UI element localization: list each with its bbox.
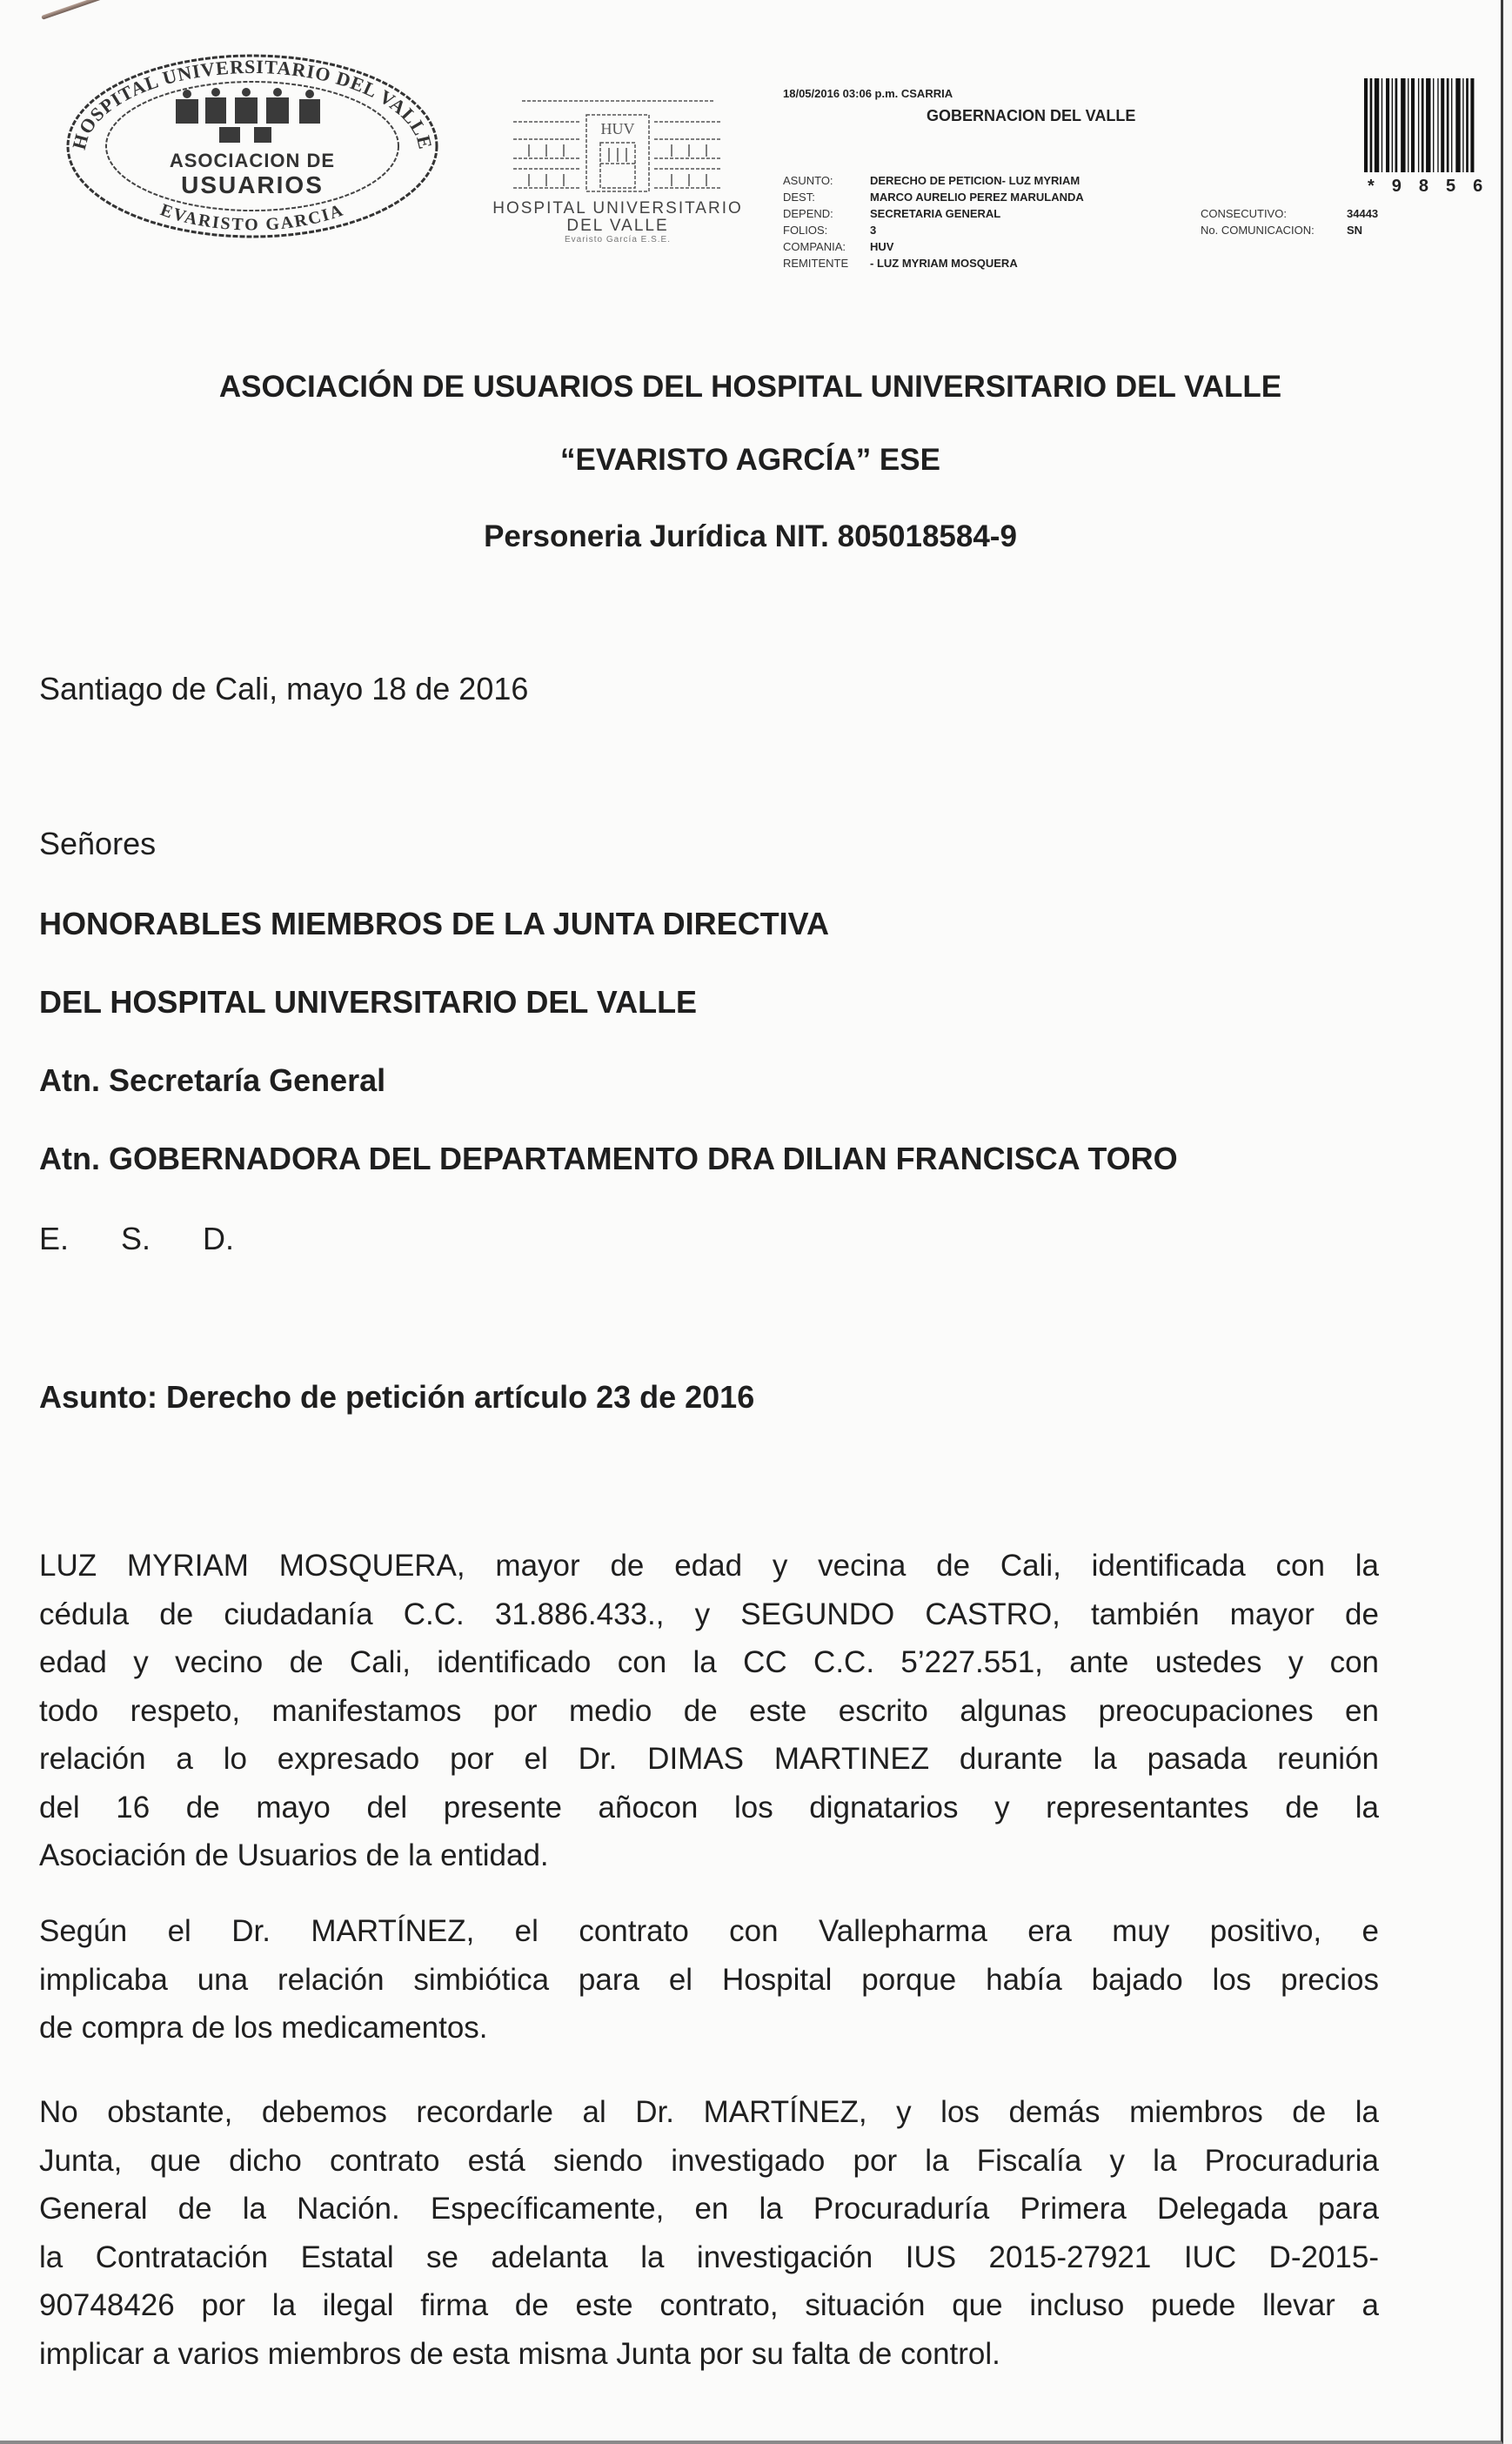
stamp-label: ASUNTO: [783, 174, 833, 187]
barcode-bar [1386, 78, 1389, 172]
paragraph-line: No obstante, debemos recordarle al Dr. MARTÍNEZ, y los demás miembros de la [39, 2095, 1379, 2129]
esd-s: S. [121, 1221, 151, 1256]
paragraph-line: Junta, que dicho contrato está siendo investigado por la Fiscalía y la Procuraduria [39, 2143, 1379, 2178]
seal-bottom-text: EVARISTO GARCIA [157, 200, 347, 235]
stamp-organization: GOBERNACION DEL VALLE [927, 107, 1136, 124]
barcode-bar [1401, 78, 1405, 172]
barcode-bar [1426, 78, 1430, 172]
barcode-bar [1411, 78, 1415, 172]
paragraph-line: del 16 de mayo del presente añocon los dignatarios y representantes de la [39, 1790, 1379, 1825]
stamp-label: CONSECUTIVO: [1201, 207, 1287, 220]
barcode-bar [1447, 78, 1449, 172]
stamp-row-consecutivo [1201, 205, 1378, 222]
stamp-label: COMPANIA: [783, 240, 846, 253]
stamp-value: - LUZ MYRIAM MOSQUERA [870, 257, 1018, 270]
paragraph-line: relación a lo expresado por el Dr. DIMAS MARTINEZ durante la pasada reunión [39, 1742, 1379, 1776]
stamp-row-folios [783, 222, 1084, 238]
barcode-bar [1375, 78, 1379, 172]
letterhead-line3: Personeria Jurídica NIT. 805018584-9 [484, 519, 1017, 553]
stamp-value: SECRETARIA GENERAL [870, 207, 1001, 220]
place-date: Santiago de Cali, mayo 18 de 2016 [39, 671, 529, 706]
seal-top-text: HOSPITAL UNIVERSITARIO DEL VALLE [67, 55, 438, 152]
stamp-fields [783, 172, 1084, 271]
association-seal-logo [61, 50, 444, 242]
recipient-line: Atn. GOBERNADORA DEL DEPARTAMENTO DRA DILIAN FRANCISCA TORO [39, 1141, 1178, 1176]
esd-e: E. [39, 1221, 70, 1256]
stamp-row-compania [783, 238, 1084, 255]
barcode-bar [1364, 78, 1368, 172]
paragraph-line: Según el Dr. MARTÍNEZ, el contrato con Vallepharma era muy positivo, e [39, 1914, 1379, 1948]
barcode-bar [1437, 78, 1438, 172]
letterhead-line1: ASOCIACIÓN DE USUARIOS DEL HOSPITAL UNIVERSITARIO DEL VALLE [218, 370, 1282, 404]
stamp-value: DERECHO DE PETICION- LUZ MYRIAM [870, 174, 1080, 187]
hospital-name-line1: HOSPITAL UNIVERSITARIO [492, 199, 743, 218]
hospital-building-logo [505, 94, 731, 197]
paragraph-line: todo respeto, manifestamos por medio de este escrito algunas preocupaciones en [39, 1693, 1379, 1728]
stamp-label: FOLIOS: [783, 224, 828, 237]
stamp-value: HUV [870, 240, 894, 253]
barcode-bar [1395, 78, 1398, 172]
paragraph-line: cédula de ciudadanía C.C. 31.886.433., y SEGUNDO CASTRO, también mayor de [39, 1597, 1379, 1631]
barcode-icon [1364, 78, 1500, 172]
paragraph-line: General de la Nación. Específicamente, en la Procuraduría Primera Delegada para [39, 2192, 1379, 2226]
esd-d: D. [203, 1221, 235, 1256]
subject-line: Asunto: Derecho de petición artículo 23 de 2016 [39, 1379, 755, 1415]
paragraph-line: 90748426 por la ilegal firma de este contrato, situación que incluso puede llevar a [39, 2288, 1379, 2322]
barcode-bar [1462, 78, 1463, 172]
stamp-value: SN [1347, 224, 1363, 237]
barcode-number: *9856 [1368, 177, 1501, 196]
paragraph-line: implicaba una relación simbiótica para el Hospital porque había bajado los precios [39, 1962, 1379, 1997]
seal-inner-line2: USUARIOS [181, 171, 324, 198]
stamp-label: DEST: [783, 191, 815, 204]
huv-building-label: HUV [600, 120, 635, 137]
paragraph-line: de compra de los medicamentos. [39, 2011, 488, 2045]
recipient-line: HONORABLES MIEMBROS DE LA JUNTA DIRECTIVA [39, 906, 830, 941]
body-paragraph-1 [39, 1542, 1379, 1880]
paragraph-line: implicar a varios miembros de esta misma Junta por su falta de control. [39, 2336, 1000, 2371]
stamp-right-fields [1201, 205, 1378, 238]
barcode-bar [1370, 78, 1373, 172]
barcode-bar [1466, 78, 1469, 172]
barcode-bar [1422, 78, 1424, 172]
stamp-datetime: 18/05/2016 03:06 p.m. CSARRIA [783, 87, 953, 100]
staple-mark [41, 0, 141, 20]
barcode-bar [1451, 78, 1452, 172]
stamp-value: 3 [870, 224, 877, 237]
barcode-bar [1441, 78, 1444, 172]
paragraph-line: edad y vecino de Cali, identificado con la CC C.C. 5’227.551, ante ustedes y con [39, 1645, 1379, 1679]
stamp-value: MARCO AURELIO PEREZ MARULANDA [870, 191, 1084, 204]
body-paragraph-3 [39, 2088, 1379, 2378]
paragraph-line: la Contratación Estatal se adelanta la investigación IUS 2015-27921 IUC D-2015- [39, 2240, 1379, 2274]
stamp-row-dest [783, 189, 1084, 205]
salutation: Señores [39, 826, 157, 861]
people-figures-icon [176, 88, 320, 143]
stamp-row-depend [783, 205, 1084, 222]
paragraph-line: LUZ MYRIAM MOSQUERA, mayor de edad y vecina de Cali, identificada con la [39, 1549, 1379, 1583]
stamp-row-remitente [783, 255, 1084, 271]
hospital-name-logo-text [461, 200, 774, 245]
paragraph-line: Asociación de Usuarios de la entidad. [39, 1838, 549, 1872]
barcode-bar [1392, 78, 1393, 172]
letterhead-line2: “EVARISTO AGRCÍA” ESE [560, 443, 940, 477]
barcode-bar [1455, 78, 1460, 172]
stamp-label: No. COMUNICACION: [1201, 224, 1315, 237]
stamp-row-asunto [783, 172, 1084, 189]
barcode-bar [1418, 78, 1419, 172]
barcode-bar [1470, 78, 1474, 172]
recipient-line: Atn. Secretaría General [39, 1062, 386, 1098]
stamp-row-comunicacion [1201, 222, 1378, 238]
esd-abbreviation [39, 1220, 234, 1258]
hospital-name-line3: Evaristo García E.S.E. [564, 235, 672, 244]
stamp-label: DEPEND: [783, 207, 833, 220]
seal-inner-line1: ASOCIACION DE [169, 150, 336, 171]
stamp-value: 34443 [1347, 207, 1379, 220]
barcode-bar [1433, 78, 1434, 172]
stamp-label: REMITENTE [783, 257, 849, 270]
body-paragraph-2 [39, 1907, 1379, 2052]
hospital-name-line2: DEL VALLE [566, 217, 669, 235]
recipient-line: DEL HOSPITAL UNIVERSITARIO DEL VALLE [39, 984, 698, 1020]
